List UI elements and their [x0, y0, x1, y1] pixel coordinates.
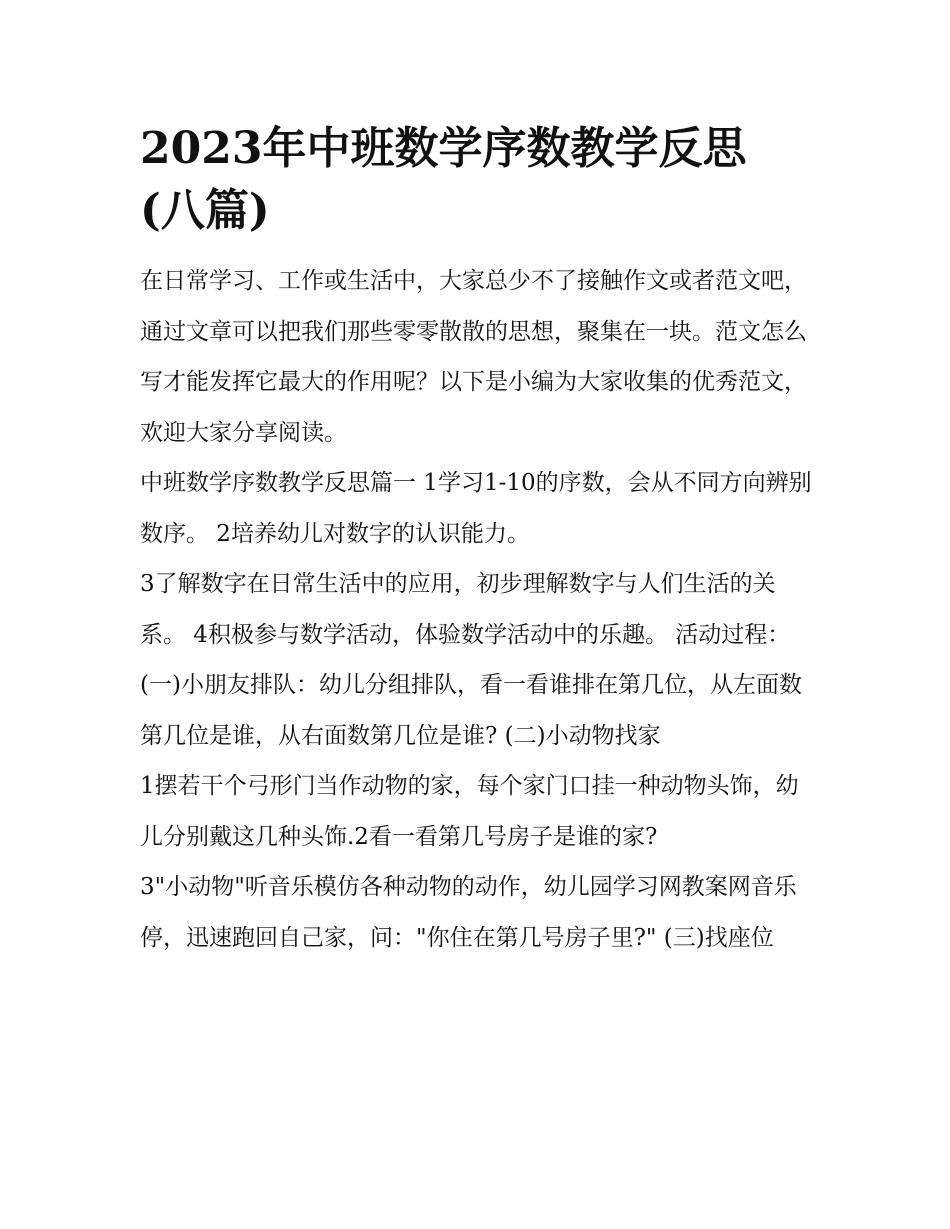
title-line-1: 2023年中班数学序数教学反思 — [140, 123, 747, 174]
body-paragraph: 3了解数字在日常生活中的应用，初步理解数字与人们生活的关系。 4积极参与数学活动，体验数学活动中的乐趣。 活动过程： — [140, 571, 791, 648]
body-paragraph: (一)小朋友排队：幼儿分组排队，看一看谁排在第几位，从左面数第几位是谁，从右面数第几位是谁? (二)小动物找家 — [140, 672, 802, 749]
body-paragraph: 中班数学序数教学反思篇一 1学习1-10的序数，会从不同方向辨别数序。 2培养幼儿对数字的认识能力。 — [140, 470, 812, 547]
document-page — [140, 118, 812, 963]
title-line-2: (八篇) — [140, 185, 270, 236]
intro-paragraph: 在日常学习、工作或生活中，大家总少不了接触作文或者范文吧，通过文章可以把我们那些零零散散的思想，聚集在一块。范文怎么写才能发挥它最大的作用呢？以下是小编为大家收集的优秀范文，欢迎大家分享阅读。 — [140, 268, 807, 446]
body-paragraph: 1摆若干个弓形门当作动物的家，每个家门口挂一种动物头饰，幼儿分别戴这几种头饰.2看一看第几号房子是谁的家? — [140, 773, 799, 850]
body-paragraph: 3"小动物"听音乐模仿各种动物的动作，幼儿园学习网教案网音乐停，迅速跑回自己家，问："你住在第几号房子里?" (三)找座位 — [140, 874, 797, 951]
document-title — [140, 118, 812, 242]
